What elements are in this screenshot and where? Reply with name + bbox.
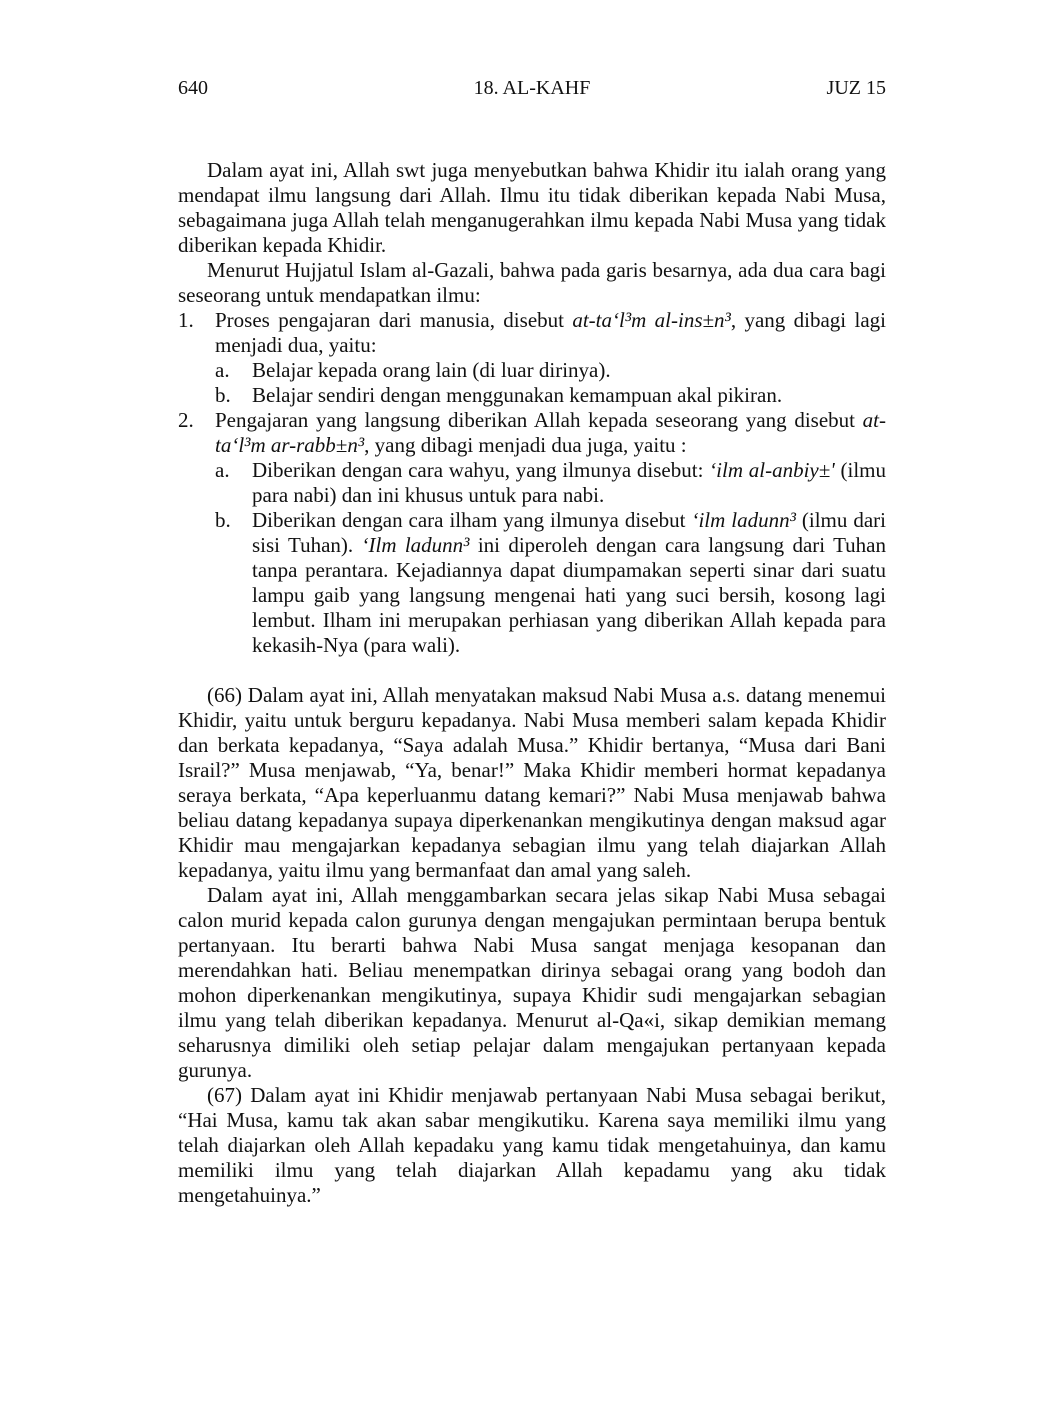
- paragraph-3: (66) Dalam ayat ini, Allah menyatakan maksud Nabi Musa a.s. datang menemui Khidir, yaitu untuk berguru kepadanya. Nabi Musa memberi salam kepada Khidir dan berkata kepadanya, “Saya adalah Musa.” Khidir bertanya, “Musa dari Bani Israil?” Musa menjawab, “Ya, benar!” Maka Khidir memberi hormat kepadanya seraya berkata, “Apa keperluanmu datang kemari?” Nabi Musa menjawab bahwa beliau datang kepadanya supaya diperkenankan mengikutinya dengan maksud agar Khidir mau mengajarkan kepadanya sebagian ilmu yang telah diajarkan Allah kepadanya, yaitu ilmu yang bermanfaat dan amal yang saleh.: [178, 683, 886, 882]
- sub-item-2a: [215, 458, 886, 508]
- sub-label-2a: a.: [215, 458, 230, 482]
- list-item-1-text: Proses pengajaran dari manusia, disebut at-ta‘l³m al-ins±n³, yang dibagi lagi menjadi dua, yaitu:: [215, 308, 886, 357]
- paragraph-2: Menurut Hujjatul Islam al-Gazali, bahwa pada garis besarnya, ada dua cara bagi seseorang untuk mendapatkan ilmu:: [178, 258, 886, 307]
- sub-item-1b: [215, 383, 886, 408]
- page-number: 640: [178, 77, 208, 99]
- list-item-2: [178, 408, 886, 658]
- sub-item-1a: [215, 358, 886, 383]
- sub-item-1b-text: Belajar sendiri dengan menggunakan kemampuan akal pikiran.: [252, 383, 783, 407]
- list-number-1: 1.: [178, 308, 194, 332]
- sub-label-2b: b.: [215, 508, 231, 532]
- sub-item-2b-text: Diberikan dengan cara ilham yang ilmunya disebut ‘ilm ladunn³ (ilmu dari sisi Tuhan). ‘Ilm ladunn³ ini diperoleh dengan cara langsung dari Tuhan tanpa perantara. Kejadiannya dapat diumpamakan seperti sinar dari suatu lampu gaib yang langsung mengenai hati yang suci bersih, kosong lagi lembut. Ilham ini merupakan perhiasan yang diberikan Allah kepada para kekasih-Nya (para wali).: [252, 508, 886, 657]
- juz-label: JUZ 15: [826, 77, 886, 99]
- section-gap: [178, 658, 886, 683]
- term-at-talim-ar-rabbani: at-ta‘l³m ar-rabb±n³: [215, 408, 886, 457]
- sub-item-1a-text: Belajar kepada orang lain (di luar dirinya).: [252, 358, 611, 382]
- paragraph-1: Dalam ayat ini, Allah swt juga menyebutkan bahwa Khidir itu ialah orang yang mendapat ilmu langsung dari Allah. Ilmu itu tidak diberikan kepada Nabi Musa, sebagaimana juga Allah telah menganugerahkan ilmu kepada Nabi Musa yang tidak diberikan kepada Khidir.: [178, 158, 886, 257]
- list-number-2: 2.: [178, 408, 194, 432]
- sub-label-1b: b.: [215, 383, 231, 407]
- term-ilm-ladunni: ‘ilm ladunn³: [691, 508, 796, 532]
- running-header: [178, 74, 886, 104]
- list-item-1: [178, 308, 886, 408]
- chapter-title: 18. AL-KAHF: [473, 77, 591, 99]
- term-at-talim-al-insani: at-ta‘l³m al-ins±n³: [572, 308, 731, 332]
- term-ilm-al-anbiya: ‘ilm al-anbiy±': [709, 458, 835, 482]
- term-ilm-ladunni-2: ‘Ilm ladunn³: [361, 533, 470, 557]
- paragraph-4: Dalam ayat ini, Allah menggambarkan secara jelas sikap Nabi Musa sebagai calon murid kepada calon gurunya dengan mengajukan permintaan berupa bentuk pertanyaan. Itu berarti bahwa Nabi Musa sangat menjaga kesopanan dan merendahkan hati. Beliau menempatkan dirinya sebagai orang yang bodoh dan mohon diperkenankan mengikutinya, supaya Khidir sudi mengajarkan sebagian ilmu yang telah diberikan kepadanya. Menurut al-Qa«i, sikap demikian memang seharusnya dimiliki oleh setiap pelajar dalam mengajukan pertanyaan kepada gurunya.: [178, 883, 886, 1082]
- body-text: [178, 158, 886, 1208]
- sub-item-2a-text: Diberikan dengan cara wahyu, yang ilmunya disebut: ‘ilm al-anbiy±' (ilmu para nabi) dan ini khusus untuk para nabi.: [252, 458, 886, 507]
- sub-item-2b: [215, 508, 886, 658]
- sub-label-1a: a.: [215, 358, 230, 382]
- paragraph-5: (67) Dalam ayat ini Khidir menjawab pertanyaan Nabi Musa sebagai berikut, “Hai Musa, kamu tak akan sabar mengikutiku. Karena saya memiliki ilmu yang telah diajarkan oleh Allah kepadaku yang kamu tidak mengetahuinya, dan kamu memiliki ilmu yang telah diajarkan Allah kepadamu yang aku tidak mengetahuinya.”: [178, 1083, 886, 1207]
- list-item-2-text: Pengajaran yang langsung diberikan Allah kepada seseorang yang disebut at-ta‘l³m ar-rabb±n³, yang dibagi menjadi dua juga, yaitu :: [215, 408, 886, 457]
